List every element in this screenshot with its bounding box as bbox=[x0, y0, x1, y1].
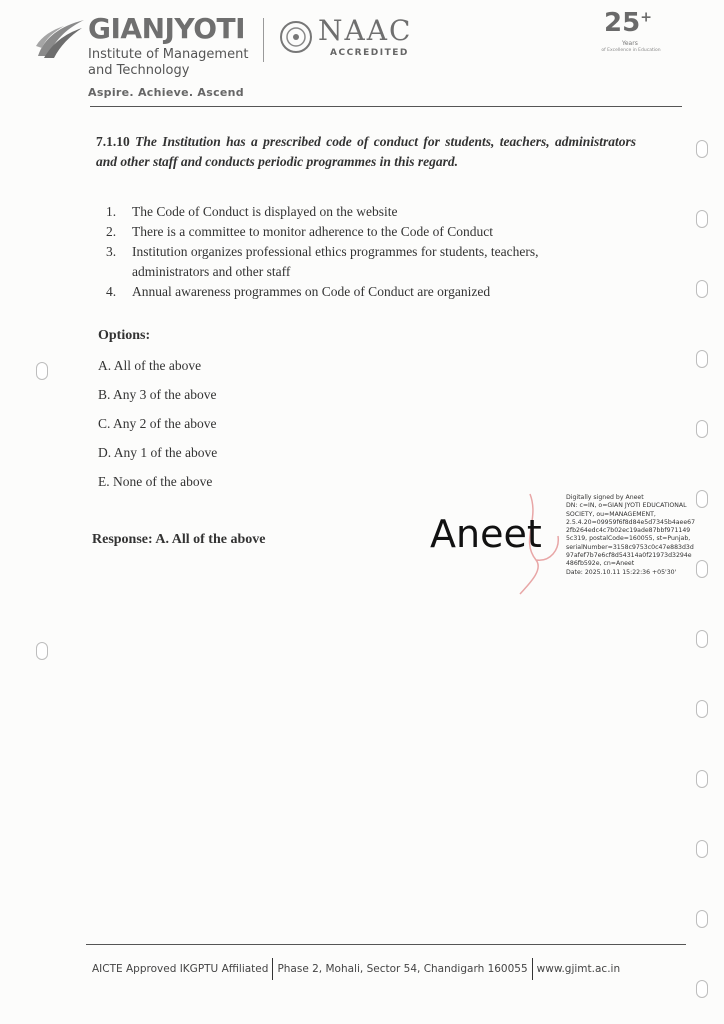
binder-hole-icon bbox=[696, 560, 708, 578]
criterion-number: 7.1.10 bbox=[96, 134, 130, 149]
binder-hole-icon bbox=[36, 362, 48, 380]
header-divider bbox=[263, 18, 264, 62]
option-d: D. Any 1 of the above bbox=[98, 445, 218, 460]
list-item: 1. The Code of Conduct is displayed on the website bbox=[106, 204, 398, 219]
signature-detail-line: DN: c=IN, o=GIAN JYOTI EDUCATIONAL bbox=[566, 502, 687, 510]
signature-detail-line: Digitally signed by Aneet bbox=[566, 494, 644, 501]
naac-title: NAAC bbox=[318, 14, 413, 47]
signature-detail-line: 486fb592e, cn=Aneet bbox=[566, 560, 635, 568]
option-a: A. All of the above bbox=[98, 358, 202, 373]
criterion-text: The Institution has a prescribed code of conduct for students, teachers, administrators and other staff and conducts periodic programmes in this regard. bbox=[96, 134, 637, 169]
footer-separator bbox=[272, 958, 273, 980]
brand-tagline: Aspire. Achieve. Ascend bbox=[88, 86, 244, 99]
header-rule bbox=[90, 106, 682, 107]
naac-subtitle: ACCREDITED bbox=[330, 48, 409, 58]
binder-hole-icon bbox=[36, 642, 48, 660]
signature-detail-line: 2.5.4.20=09959f6f8d84e5d7345b4aee67 bbox=[566, 518, 696, 526]
signature-detail-line: 97afef7b7e6cf8d54314a0f21973d3294e bbox=[566, 552, 692, 560]
footer-website[interactable]: www.gjimt.ac.in bbox=[536, 963, 621, 975]
anniversary-years: Years bbox=[622, 40, 638, 47]
list-item: 4. Annual awareness programmes on Code of Conduct are organized bbox=[106, 284, 491, 299]
binder-hole-icon bbox=[696, 490, 708, 508]
criteria-list bbox=[106, 202, 616, 302]
footer bbox=[92, 958, 620, 980]
anniversary-subtitle: of Excellence in Education bbox=[601, 48, 661, 53]
binder-hole-icon bbox=[696, 420, 708, 438]
option-b: B. Any 3 of the above bbox=[98, 387, 217, 402]
signature-name: Aneet bbox=[430, 512, 542, 556]
list-item: 2. There is a committee to monitor adherence to the Code of Conduct bbox=[106, 224, 494, 239]
criterion-statement bbox=[96, 132, 636, 172]
anniversary-number: 25+ bbox=[604, 8, 652, 38]
binder-hole-icon bbox=[696, 700, 708, 718]
naac-seal-icon bbox=[279, 20, 313, 54]
options-heading: Options: bbox=[98, 328, 151, 343]
footer-rule bbox=[86, 944, 686, 945]
footer-separator bbox=[532, 958, 533, 980]
list-item: 3. Institution organizes professional ethics programmes for students, teachers, administrators and other staff bbox=[106, 244, 539, 279]
footer-affiliation: AICTE Approved IKGPTU Affiliated bbox=[92, 963, 269, 975]
footer-address: Phase 2, Mohali, Sector 54, Chandigarh 160055 bbox=[277, 963, 528, 975]
brand-line-1: Institute of Management bbox=[88, 47, 249, 62]
binder-hole-icon bbox=[696, 910, 708, 928]
binder-hole-icon bbox=[696, 770, 708, 788]
signature-detail-line: 5c319, postalCode=160055, st=Punjab, bbox=[566, 535, 691, 543]
brand-name: GIANJYOTI bbox=[88, 12, 246, 45]
binder-hole-icon bbox=[696, 630, 708, 648]
signature-detail-line: SOCIETY, ou=MANAGEMENT, bbox=[566, 510, 656, 518]
signature-detail-line: 2fb264edc4c7b02ec19ade87bbf971149 bbox=[566, 527, 691, 535]
gianjyoti-logo-icon bbox=[34, 16, 86, 62]
option-c: C. Any 2 of the above bbox=[98, 416, 217, 431]
binder-hole-icon bbox=[696, 280, 708, 298]
binder-hole-icon bbox=[696, 140, 708, 158]
binder-hole-icon bbox=[696, 210, 708, 228]
signature-detail-line: serialNumber=3158c9753c0c47e883d3d bbox=[566, 543, 694, 551]
binder-hole-icon bbox=[696, 350, 708, 368]
response-text: Response: A. All of the above bbox=[92, 532, 266, 547]
signature-detail-line: Date: 2025.10.11 15:22:36 +05'30' bbox=[566, 568, 677, 576]
brand-line-2: and Technology bbox=[88, 63, 190, 78]
binder-hole-icon bbox=[696, 980, 708, 998]
option-e: E. None of the above bbox=[98, 474, 213, 489]
binder-hole-icon bbox=[696, 840, 708, 858]
